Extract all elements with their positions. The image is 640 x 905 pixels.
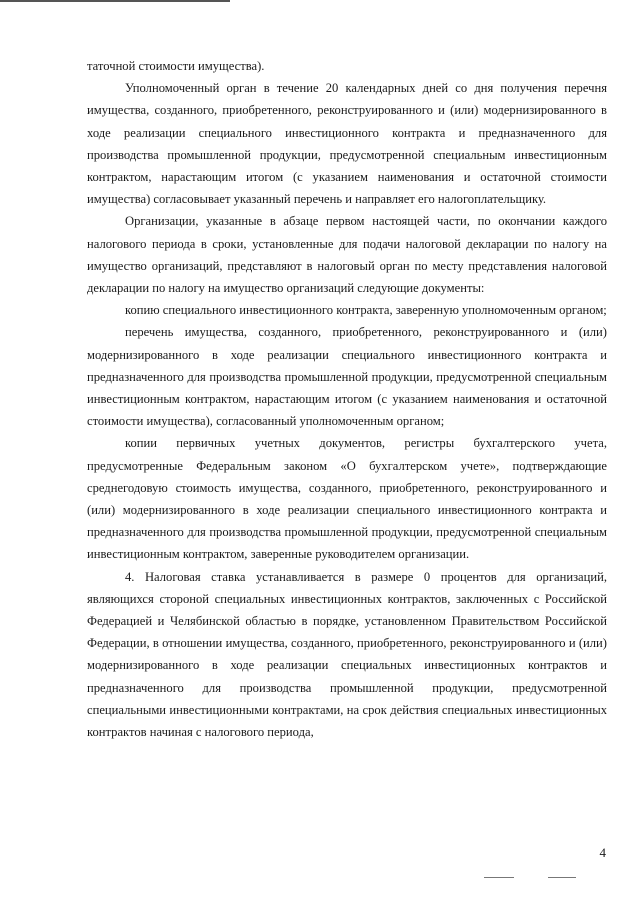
- paragraph-property-list: перечень имущества, созданного, приобретенного, реконструированного и (или) модернизированного в ходе реализации специального инвестиционного контракта и предназначенного для производства промышленной продукции, предусмотренной специальным инвестиционным контрактом, нарастающим итогом (с указанием наименования и остаточной стоимости имущества), согласованный уполномоченным органом;: [87, 325, 607, 429]
- paragraph-tax-rate: 4. Налоговая ставка устанавливается в размере 0 процентов для организаций, являющихся стороной специальных инвестиционных контрактов, заключенных с Российской Федерацией и Челябинской областью в порядке, установленном Правительством Российской Федерации, в отношении имущества, созданного, приобретенного, реконструированного и (или) модернизированного в ходе реализации специальных инвестиционных контрактов и предназначенного для производства промышленной продукции, предусмотренной специальными инвестиционными контрактами, на срок действия специальных инвестиционных контрактов начиная с налогового периода,: [87, 569, 607, 740]
- top-rule: [0, 0, 230, 2]
- document-body: [87, 55, 607, 743]
- paragraph-authorized-body: Уполномоченный орган в течение 20 календарных дней со дня получения перечня имущества, созданного, приобретенного, реконструированного и (или) модернизированного в ходе реализации специального инвестиционного контракта и предназначенного для производства промышленной продукции, предусмотренной специальным инвестиционным контрактом, нарастающим итогом (с указанием наименования и остаточной стоимости имущества) согласовывает указанный перечень и направляет его налогоплательщику.: [87, 81, 607, 207]
- paragraph-continuation: таточной стоимости имущества).: [87, 59, 265, 73]
- page-number: 4: [599, 845, 606, 860]
- paragraph-contract-copy: копию специального инвестиционного контракта, заверенную уполномоченным органом;: [125, 303, 607, 318]
- scan-mark: [548, 877, 576, 878]
- scan-mark: [484, 877, 514, 878]
- paragraph-primary-documents: копии первичных учетных документов, регистры бухгалтерского учета, предусмотренные Федеральным законом «О бухгалтерском учете», подтверждающие среднегодовую стоимость имущества, созданного, приобретенного, реконструированного и (или) модернизированного в ходе реализации специального инвестиционного контракта и предназначенного для производства промышленной продукции, предусмотренной специальным инвестиционным контрактом, заверенные руководителем организации.: [87, 436, 607, 562]
- paragraph-organizations: Организации, указанные в абзаце первом настоящей части, по окончании каждого налогового периода в сроки, установленные для подачи налоговой декларации по налогу на имущество организаций, представляют в налоговый орган по месту представления налоговой декларации по налогу на имущество организаций следующие документы:: [87, 214, 607, 296]
